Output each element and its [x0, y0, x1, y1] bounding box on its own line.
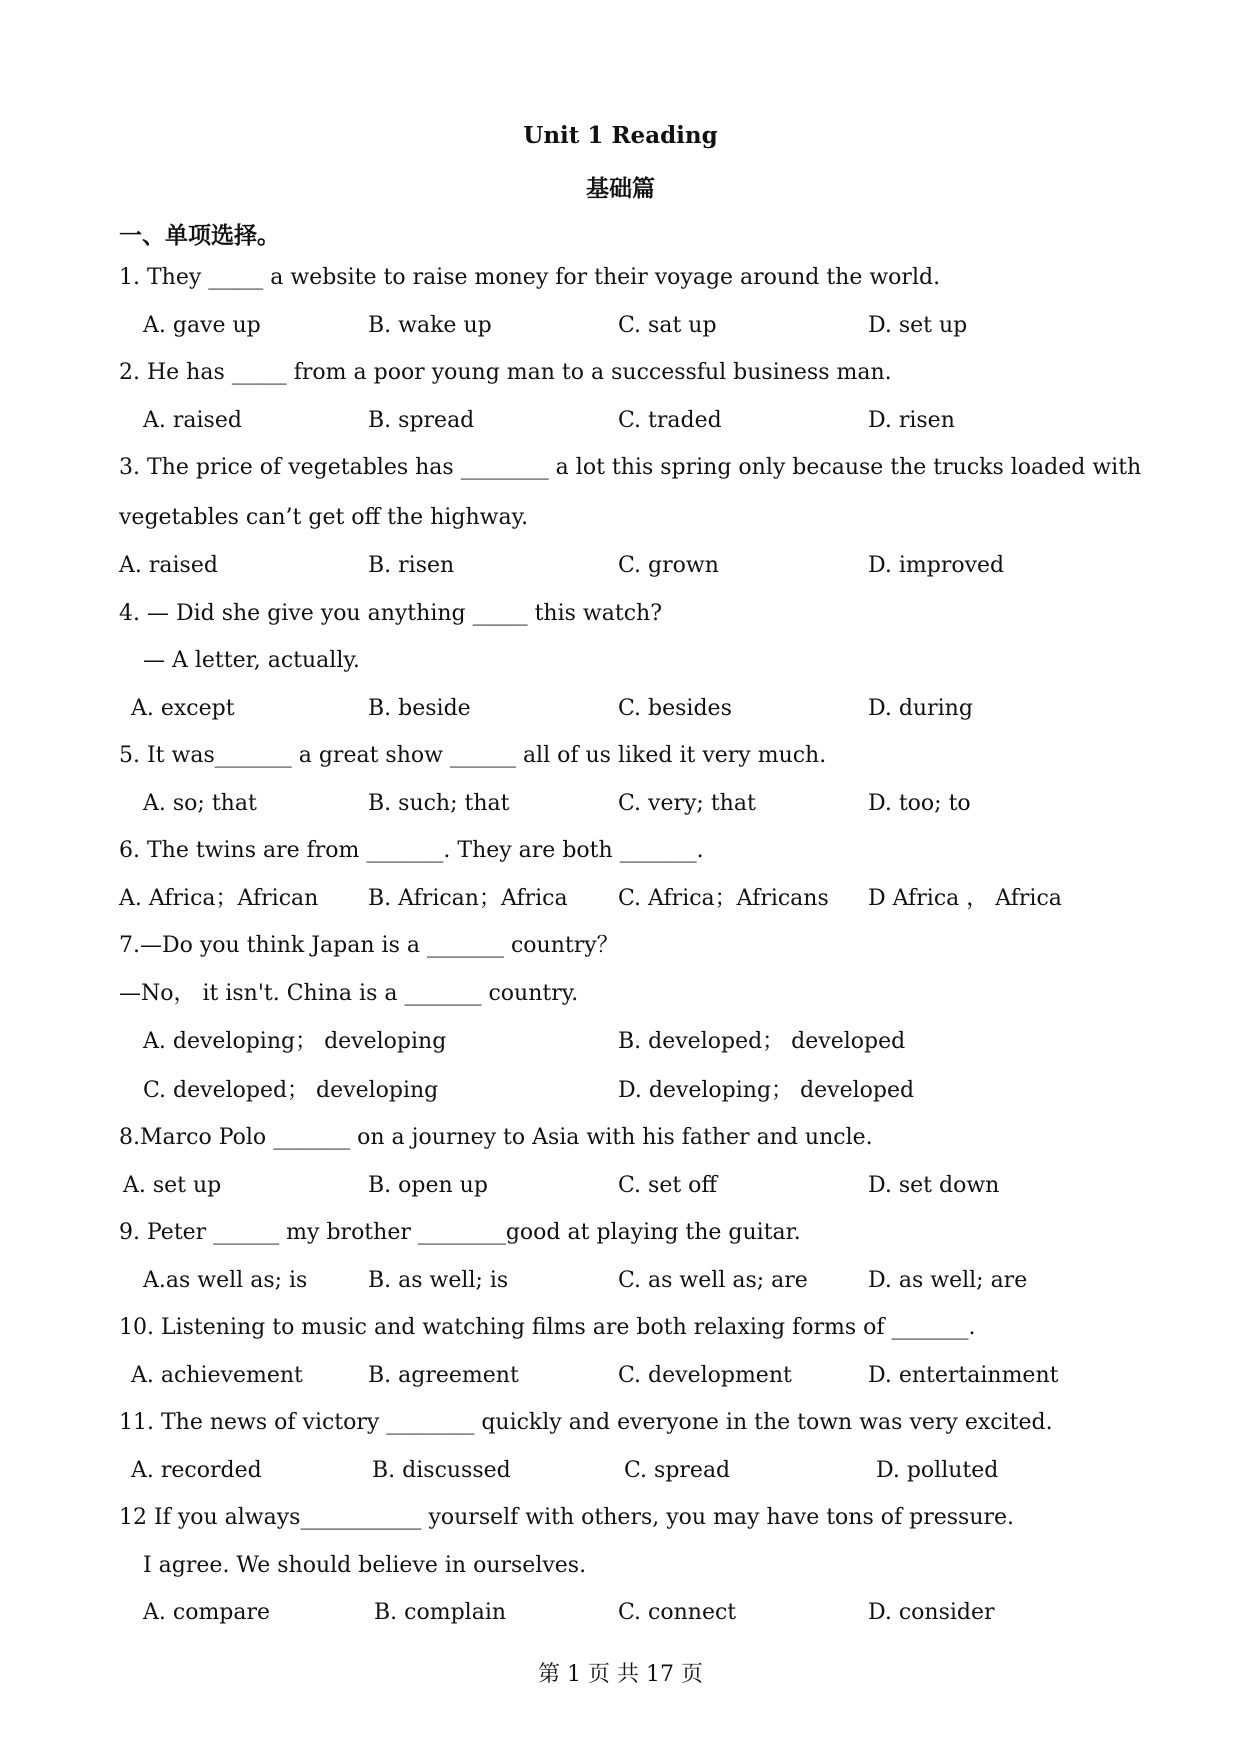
- question-7-reply: —No， it isn't. China is a _______ country.: [119, 981, 579, 1006]
- option-d: D. during: [868, 696, 973, 721]
- question-9-options: [0, 1268, 1241, 1296]
- option-d: D. improved: [868, 553, 1005, 578]
- question-2-stem: 2. He has _____ from a poor young man to a successful business man.: [119, 360, 892, 385]
- option-d: D. as well; are: [868, 1268, 1028, 1293]
- question-5-stem: 5. It was_______ a great show ______ all of us liked it very much.: [119, 743, 827, 768]
- option-c: C. grown: [618, 553, 719, 578]
- option-d: D. risen: [868, 408, 955, 433]
- page-title: Unit 1 Reading: [523, 122, 718, 149]
- option-a: A. raised: [143, 408, 242, 433]
- option-a: A. compare: [143, 1600, 271, 1625]
- option-c: C. very; that: [618, 791, 756, 816]
- question-3-stem-cont: vegetables can’t get off the highway.: [119, 505, 529, 530]
- question-5-options: [0, 791, 1241, 819]
- page-subtitle: 基础篇: [586, 175, 655, 202]
- option-c: C. besides: [618, 696, 732, 721]
- option-c: C. connect: [618, 1600, 737, 1625]
- question-8-stem: 8.Marco Polo _______ on a journey to Asia with his father and uncle.: [119, 1125, 873, 1150]
- option-c: C. developed； developing: [143, 1078, 439, 1103]
- question-11-options: [0, 1458, 1241, 1486]
- option-c: C. as well as; are: [618, 1268, 808, 1293]
- option-b: B. spread: [368, 408, 475, 433]
- question-7-options-row2: [0, 1078, 1241, 1106]
- option-a: A. so; that: [143, 791, 257, 816]
- question-3-stem: 3. The price of vegetables has ________ a lot this spring only because the trucks loaded with: [119, 455, 1142, 480]
- question-10-options: [0, 1363, 1241, 1391]
- option-b: B. agreement: [368, 1363, 519, 1388]
- option-b: B. African；Africa: [368, 886, 568, 911]
- page-footer: 第 1 页 共 17 页: [538, 1662, 703, 1687]
- question-7-stem: 7.—Do you think Japan is a _______ country？: [119, 933, 619, 958]
- question-4-stem: 4. — Did she give you anything _____ this watch?: [119, 601, 662, 626]
- option-b: B. wake up: [368, 313, 492, 338]
- option-c: C. Africa；Africans: [618, 886, 829, 911]
- question-4-options: [0, 696, 1241, 724]
- option-a: A. except: [131, 696, 235, 721]
- question-9-stem: 9. Peter ______ my brother ________good at playing the guitar.: [119, 1220, 801, 1245]
- option-b: B. discussed: [372, 1458, 511, 1483]
- option-b: B. complain: [374, 1600, 507, 1625]
- option-d: D. set down: [868, 1173, 1000, 1198]
- question-1-options: [0, 313, 1241, 341]
- option-a: A. Africa；African: [119, 886, 319, 911]
- option-d: D. too; to: [868, 791, 971, 816]
- section-heading: 一、单项选择。: [119, 222, 280, 249]
- option-c: C. sat up: [618, 313, 717, 338]
- option-a: A. recorded: [131, 1458, 262, 1483]
- option-c: C. development: [618, 1363, 792, 1388]
- question-6-stem: 6. The twins are from _______. They are both _______.: [119, 838, 704, 863]
- option-a: A.as well as; is: [143, 1268, 308, 1293]
- option-a: A. achievement: [131, 1363, 303, 1388]
- option-a: A. developing； developing: [143, 1029, 447, 1054]
- option-b: B. developed； developed: [618, 1029, 906, 1054]
- option-b: B. as well; is: [368, 1268, 509, 1293]
- question-12-reply: I agree. We should believe in ourselves.: [143, 1553, 587, 1578]
- option-a: A. raised: [119, 553, 218, 578]
- option-d: D. developing； developed: [618, 1078, 915, 1103]
- question-12-options: [0, 1600, 1241, 1628]
- option-d: D. consider: [868, 1600, 995, 1625]
- question-8-options: [0, 1173, 1241, 1201]
- option-d: D. set up: [868, 313, 968, 338]
- question-1-stem: 1. They _____ a website to raise money for their voyage around the world.: [119, 265, 941, 290]
- question-11-stem: 11. The news of victory ________ quickly and everyone in the town was very excited.: [119, 1410, 1053, 1435]
- option-b: B. beside: [368, 696, 471, 721]
- option-b: B. risen: [368, 553, 455, 578]
- option-c: C. traded: [618, 408, 722, 433]
- option-a: A. gave up: [143, 313, 261, 338]
- question-10-stem: 10. Listening to music and watching films are both relaxing forms of _______.: [119, 1315, 976, 1340]
- option-c: C. spread: [624, 1458, 731, 1483]
- option-c: C. set off: [618, 1173, 718, 1198]
- question-3-options: [0, 553, 1241, 581]
- option-b: B. such; that: [368, 791, 510, 816]
- question-4-reply: — A letter, actually.: [143, 648, 360, 673]
- option-d: D. polluted: [876, 1458, 999, 1483]
- question-7-options-row1: [0, 1029, 1241, 1057]
- question-2-options: [0, 408, 1241, 436]
- option-d: D Africa ， Africa: [868, 886, 1062, 911]
- question-12-stem: 12 If you always___________ yourself with others, you may have tons of pressure.: [119, 1505, 1015, 1530]
- option-d: D. entertainment: [868, 1363, 1059, 1388]
- option-a: A. set up: [123, 1173, 222, 1198]
- option-b: B. open up: [368, 1173, 488, 1198]
- question-6-options: [0, 886, 1241, 914]
